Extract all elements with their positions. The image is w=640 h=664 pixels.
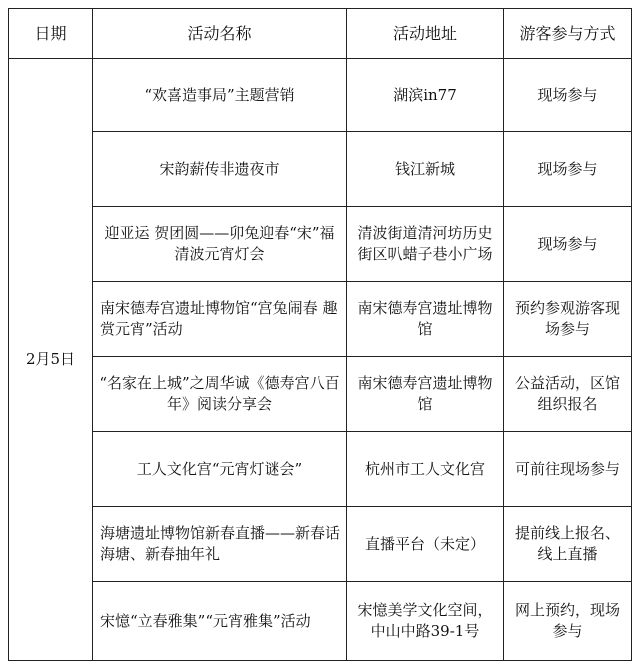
activity-name-cell: “名家在上城”之周华诚《德寿宫八百年》阅读分享会 bbox=[93, 357, 347, 432]
header-row bbox=[9, 9, 632, 59]
table-row bbox=[9, 207, 632, 282]
table-row bbox=[9, 357, 632, 432]
participation-method-cell: 公益活动，区馆组织报名 bbox=[504, 357, 632, 432]
participation-method-cell: 现场参与 bbox=[504, 59, 632, 132]
table-row bbox=[9, 582, 632, 661]
activity-address-cell: 湖滨in77 bbox=[347, 59, 504, 132]
header-activity-name: 活动名称 bbox=[93, 9, 347, 59]
activity-name-cell: 迎亚运 贺团圆——卯兔迎春“宋”福清波元宵灯会 bbox=[93, 207, 347, 282]
activity-address-cell: 清波街道清河坊历史街区叭蜡子巷小广场 bbox=[347, 207, 504, 282]
activity-address-cell: 南宋德寿宫遗址博物馆 bbox=[347, 282, 504, 357]
date-cell: 2月5日 bbox=[9, 59, 93, 661]
activity-address-cell: 杭州市工人文化宫 bbox=[347, 432, 504, 507]
activity-address-cell: 直播平台（未定） bbox=[347, 507, 504, 582]
activity-address-cell: 钱江新城 bbox=[347, 132, 504, 207]
table-row bbox=[9, 432, 632, 507]
activity-name-cell: 工人文化宫“元宵灯谜会” bbox=[93, 432, 347, 507]
table-row bbox=[9, 59, 632, 132]
table-row bbox=[9, 282, 632, 357]
activity-name-cell: 南宋德寿宫遗址博物馆“宫兔闹春 趣赏元宵”活动 bbox=[93, 282, 347, 357]
table-row bbox=[9, 507, 632, 582]
activity-name-cell: 宋韵薪传非遗夜市 bbox=[93, 132, 347, 207]
activity-name-cell: 宋憶“立春雅集”“元宵雅集”活动 bbox=[93, 582, 347, 661]
header-date: 日期 bbox=[9, 9, 93, 59]
participation-method-cell: 预约参观游客现场参与 bbox=[504, 282, 632, 357]
participation-method-cell: 现场参与 bbox=[504, 132, 632, 207]
activity-address-cell: 宋憶美学文化空间，中山中路39-1号 bbox=[347, 582, 504, 661]
participation-method-cell: 现场参与 bbox=[504, 207, 632, 282]
participation-method-cell: 网上预约，现场参与 bbox=[504, 582, 632, 661]
header-activity-address: 活动地址 bbox=[347, 9, 504, 59]
activity-name-cell: “欢喜造事局”主题营销 bbox=[93, 59, 347, 132]
table-row bbox=[9, 132, 632, 207]
participation-method-cell: 提前线上报名、线上直播 bbox=[504, 507, 632, 582]
activity-name-cell: 海塘遗址博物馆新春直播——新春话海塘、新春抽年礼 bbox=[93, 507, 347, 582]
participation-method-cell: 可前往现场参与 bbox=[504, 432, 632, 507]
header-participation-method: 游客参与方式 bbox=[504, 9, 632, 59]
events-table bbox=[8, 8, 632, 661]
activity-address-cell: 南宋德寿宫遗址博物馆 bbox=[347, 357, 504, 432]
